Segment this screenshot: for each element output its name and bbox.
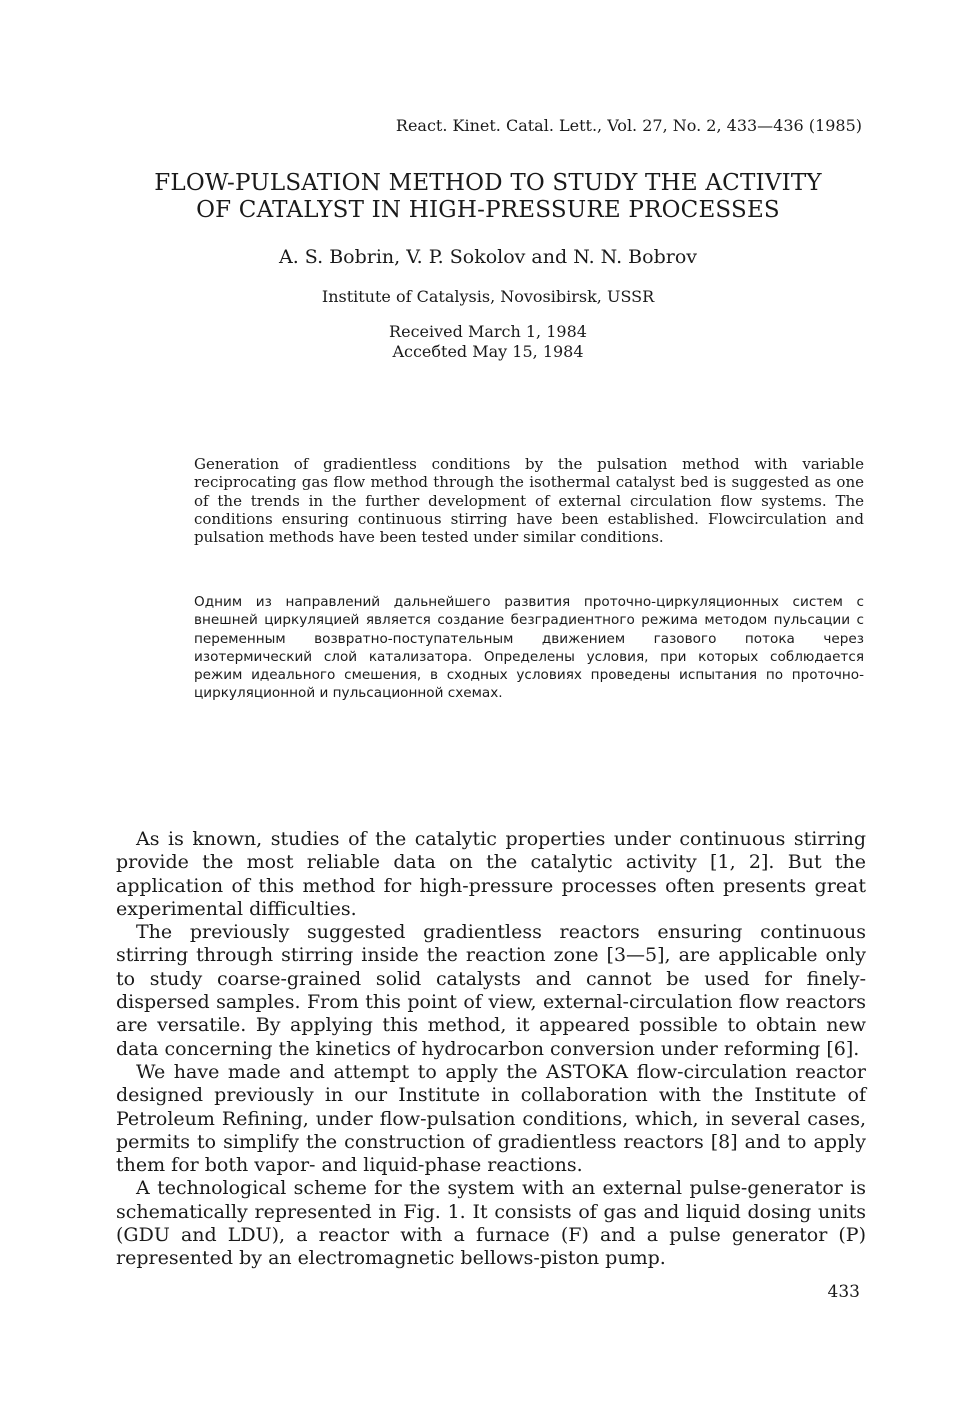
body-paragraph: A technological scheme for the system with an external pulse-generator is schematically represented in Fig. 1. It consists of gas and liquid dosing units (GDU and LDU), a reactor with a furnace (F) and a pulse generator (P) represented by an electromagnetic bellows-piston pump.: [116, 1177, 866, 1270]
article-title: [100, 170, 876, 224]
title-line-2: OF CATALYST IN HIGH-PRESSURE PROCESSES: [196, 197, 780, 223]
submission-dates: [100, 322, 876, 362]
author-list: A. S. Bobrin, V. P. Sokolov and N. N. Bobrov: [278, 246, 697, 268]
page-number: 433: [827, 1282, 860, 1302]
affiliation: Institute of Catalysis, Novosibirsk, USSR: [321, 287, 655, 306]
abstract-english: Generation of gradientless conditions by the pulsation method with variable reciprocating gas flow method through the isothermal catalyst bed is suggested as one of the trends in the further development of external circulation flow systems. The conditions ensuring continuous stirring have been established. Flowcirculation and pulsation methods have been tested under similar conditions.: [194, 455, 864, 547]
received-date: Received March 1, 1984: [389, 322, 587, 341]
title-line-1: FLOW-PULSATION METHOD TO STUDY THE ACTIVITY: [154, 170, 822, 196]
body-paragraph: The previously suggested gradientless reactors ensuring continuous stirring through stirring inside the reaction zone [3—5], are applicable only to study coarse-grained solid catalysts and cannot be used for finely-dispersed samples. From this point of view, external-circulation flow reactors are versatile. By applying this method, it appeared possible to obtain new data concerning the kinetics of hydrocarbon conversion under reforming [6].: [116, 921, 866, 1060]
body-paragraph: We have made and attempt to apply the ASTOKA flow-circulation reactor designed previously in our Institute in collaboration with the Institute of Petroleum Refining, under flow-pulsation conditions, which, in several cases, permits to simplify the construction of gradientless reactors [8] and to apply them for both vapor- and liquid-phase reactions.: [116, 1060, 866, 1177]
journal-citation: React. Kinet. Catal. Lett., Vol. 27, No. 2, 433—436 (1985): [395, 116, 862, 135]
body-paragraph: As is known, studies of the catalytic properties under continuous stirring provide the most reliable data on the catalytic activity [1, 2]. But the application of this method for high-pressure processes often presents great experimental difficulties.: [116, 828, 866, 920]
article-body: [116, 828, 866, 1271]
abstract-russian: Одним из направлений дальнейшего развития проточно-циркуляционных систем с внешней циркуляцией является создание безградиентного режима методом пульсации с переменным возвратно-поступательным движением газового потока через изотермический слой катализатора. Определены условия, при которых соблюдается режим идеального смешения, в сходных условиях проведены испытания по проточно-циркуляционной и пульсационной схемах.: [194, 594, 864, 702]
accepted-date: Acceбted May 15, 1984: [392, 342, 584, 361]
